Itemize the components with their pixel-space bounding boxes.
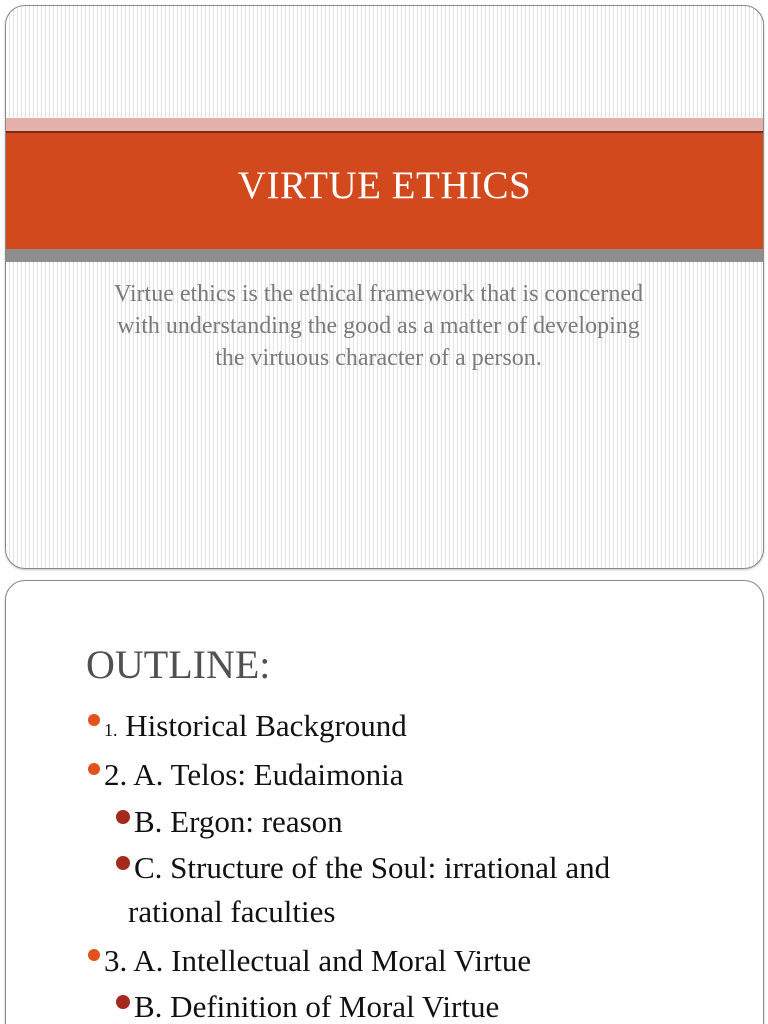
bullet-icon: [116, 856, 130, 870]
list-item: [88, 704, 407, 752]
list-item-text: 2. A. Telos: Eudaimonia: [104, 757, 404, 792]
outline-list: [6, 581, 763, 1024]
slide-subtitle: Virtue ethics is the ethical framework that is concerned with understanding the good as a matter of developing the virtuous character of a person.: [113, 281, 644, 371]
list-item-text: Historical Background: [117, 708, 407, 743]
accent-band-bottom: [6, 249, 763, 262]
list-item-number: 1.: [104, 720, 118, 740]
list-item-text: B. Definition of Moral Virtue: [134, 989, 500, 1024]
bullet-icon: [116, 995, 130, 1009]
bullet-icon: [116, 810, 130, 824]
list-item-text: 3. A. Intellectual and Moral Virtue: [104, 943, 532, 978]
accent-band-top: [6, 118, 763, 131]
outline-slide: [5, 580, 764, 1024]
slide-title: VIRTUE ETHICS: [237, 163, 532, 207]
bullet-icon: [88, 949, 100, 961]
list-item: [88, 753, 403, 797]
bullet-icon: [88, 714, 100, 726]
list-item: [116, 985, 499, 1024]
list-item: [88, 939, 531, 983]
outline-heading: OUTLINE:: [86, 642, 271, 687]
list-item-continuation: rational faculties: [128, 894, 336, 929]
bullet-icon: [88, 763, 100, 775]
title-band: [6, 133, 763, 249]
list-item-text: B. Ergon: reason: [134, 804, 343, 839]
list-item: [116, 846, 610, 890]
list-item-text: C. Structure of the Soul: irrational and: [134, 850, 611, 885]
title-slide: [5, 5, 764, 569]
list-item: [116, 800, 343, 844]
